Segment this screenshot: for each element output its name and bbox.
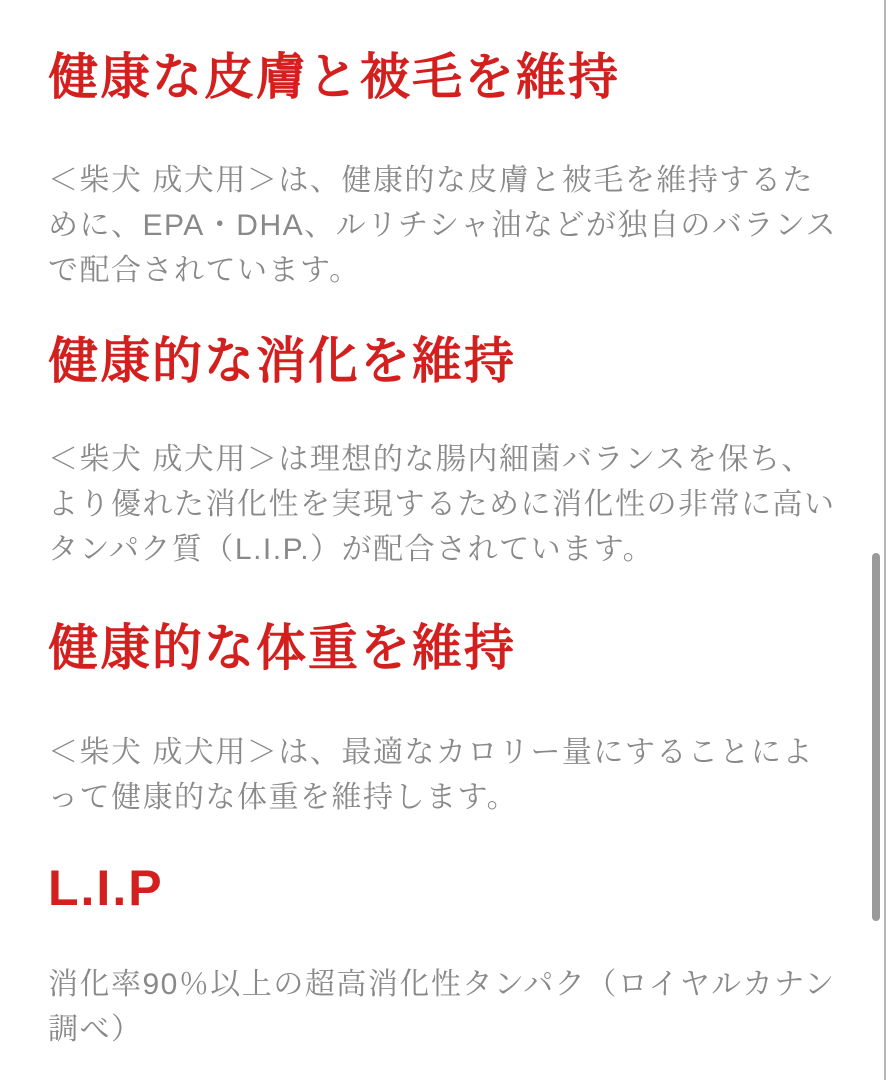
paragraph-skin-coat: ＜柴犬 成犬用＞は、健康的な皮膚と被毛を維持するために、EPA・DHA、ルリチシャ油などが独自のバランスで配合されています。	[48, 164, 837, 287]
heading-weight: 健康的な体重を維持	[48, 620, 516, 676]
paragraph-lip: 消化率90％以上の超高消化性タンパク（ロイヤルカナン調べ）	[48, 968, 836, 1046]
heading-skin-coat: 健康な皮膚と被毛を維持	[48, 49, 620, 105]
scrollbar-thumb[interactable]	[872, 553, 880, 921]
scrollbar-track-line	[884, 0, 886, 1080]
heading-lip: L.I.P	[48, 860, 164, 916]
paragraph-weight: ＜柴犬 成犬用＞は、最適なカロリー量にすることによって健康的な体重を維持します。	[48, 736, 814, 814]
heading-digestion: 健康的な消化を維持	[48, 333, 516, 389]
paragraph-digestion: ＜柴犬 成犬用＞は理想的な腸内細菌バランスを保ち、より優れた消化性を実現するために消化性の非常に高いタンパク質（L.I.P.）が配合されています。	[48, 443, 836, 566]
